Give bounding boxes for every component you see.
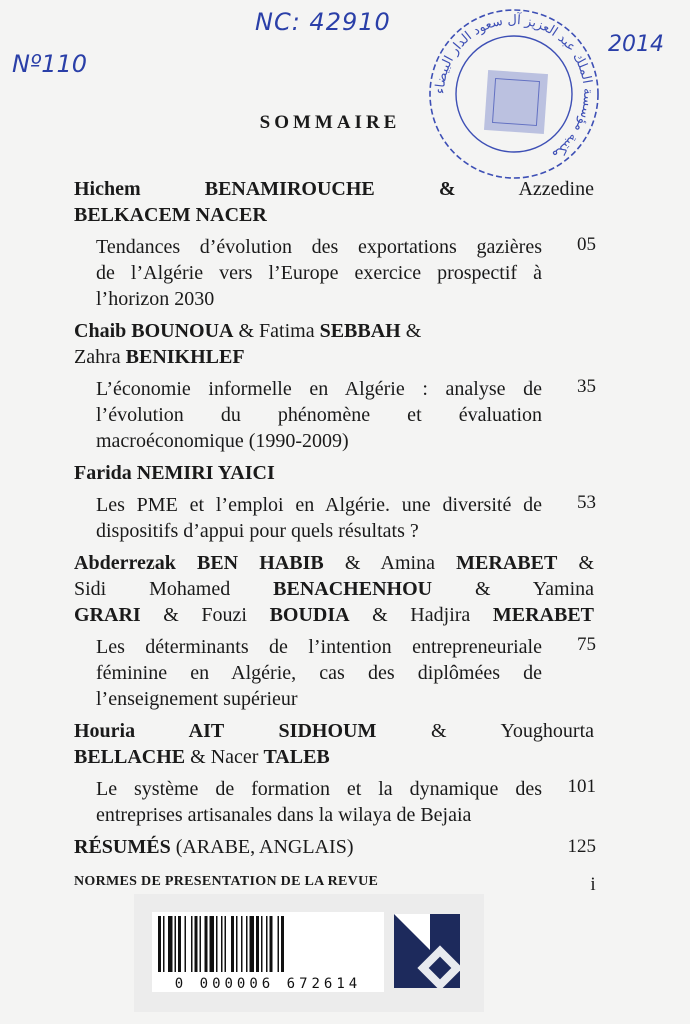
barcode-digits: 0 000006 672614 xyxy=(174,976,362,992)
handwritten-issue-number: Nº110 xyxy=(12,50,88,78)
stamp-text: مكتبة مؤسسة الملك عبد العزيز آل سعود الدار البيضاء xyxy=(432,12,596,163)
toc-entry xyxy=(74,376,594,454)
toc-entry xyxy=(74,634,594,712)
table-of-contents xyxy=(74,176,596,895)
page-title: SOMMAIRE xyxy=(259,112,401,133)
page-number: 101 xyxy=(567,776,596,797)
page-number: 53 xyxy=(577,492,596,513)
article-authors: Farida NEMIRI YAICI xyxy=(74,462,275,484)
article-title: Le système de formation et la dynamique des entreprises artisanales dans la wilaya de Bejaia xyxy=(96,778,542,826)
toc-normes: NORMES DE PRESENTATION DE LA REVUE i xyxy=(74,874,596,895)
article-authors: Houria AIT SIDHOUM & Youghourta xyxy=(74,720,594,742)
article-title: Tendances d’évolution des exportations gazières de l’Algérie vers l’Europe exercice prospectif à l’horizon 2030 xyxy=(96,236,542,310)
toc-entry xyxy=(74,776,594,828)
article-authors: Sidi Mohamed BENACHENHOU & Yamina xyxy=(74,578,594,600)
article-authors: BELKACEM NACER xyxy=(74,204,267,226)
toc-article xyxy=(74,176,594,312)
toc-article xyxy=(74,318,594,454)
page-number: 75 xyxy=(577,634,596,655)
article-authors: GRARI & Fouzi BOUDIA & Hadjira MERABET xyxy=(74,604,594,626)
article-authors: Abderrezak BEN HABIB & Amina MERABET & xyxy=(74,552,595,574)
toc-article xyxy=(74,460,594,544)
handwritten-year: 2014 xyxy=(608,32,664,57)
article-title: Les PME et l’emploi en Algérie. une diversité de dispositifs d’appui pour quels résultats ? xyxy=(96,494,542,542)
toc-article xyxy=(74,550,594,712)
toc-article xyxy=(74,718,594,828)
article-title: L’économie informelle en Algérie : analyse de l’évolution du phénomène et évaluation macroéconomique (1990-2009) xyxy=(96,378,542,452)
article-authors: Chaib BOUNOUA & Fatima SEBBAH & xyxy=(74,320,422,342)
article-title: Les déterminants de l’intention entrepreneuriale féminine en Algérie, cas des diplômées de l’enseignement supérieur xyxy=(96,636,542,710)
article-authors: BELLACHE & Nacer TALEB xyxy=(74,746,330,768)
page-number: 35 xyxy=(577,376,596,397)
page-number: i xyxy=(590,874,596,895)
page-number: 05 xyxy=(577,234,596,255)
article-authors: Zahra BENIKHLEF xyxy=(74,346,245,368)
toc-resumes: RÉSUMÉS (ARABE, ANGLAIS) 125 xyxy=(74,836,596,858)
page-number: 125 xyxy=(567,836,596,857)
library-stamp xyxy=(426,6,602,182)
handwritten-nc-number: NC: 42910 xyxy=(255,8,391,36)
toc-entry xyxy=(74,234,594,312)
barcode xyxy=(152,912,384,992)
publisher-logo xyxy=(394,914,460,988)
toc-entry xyxy=(74,492,594,544)
article-authors: Hichem BENAMIROUCHE & Azzedine xyxy=(74,178,594,200)
